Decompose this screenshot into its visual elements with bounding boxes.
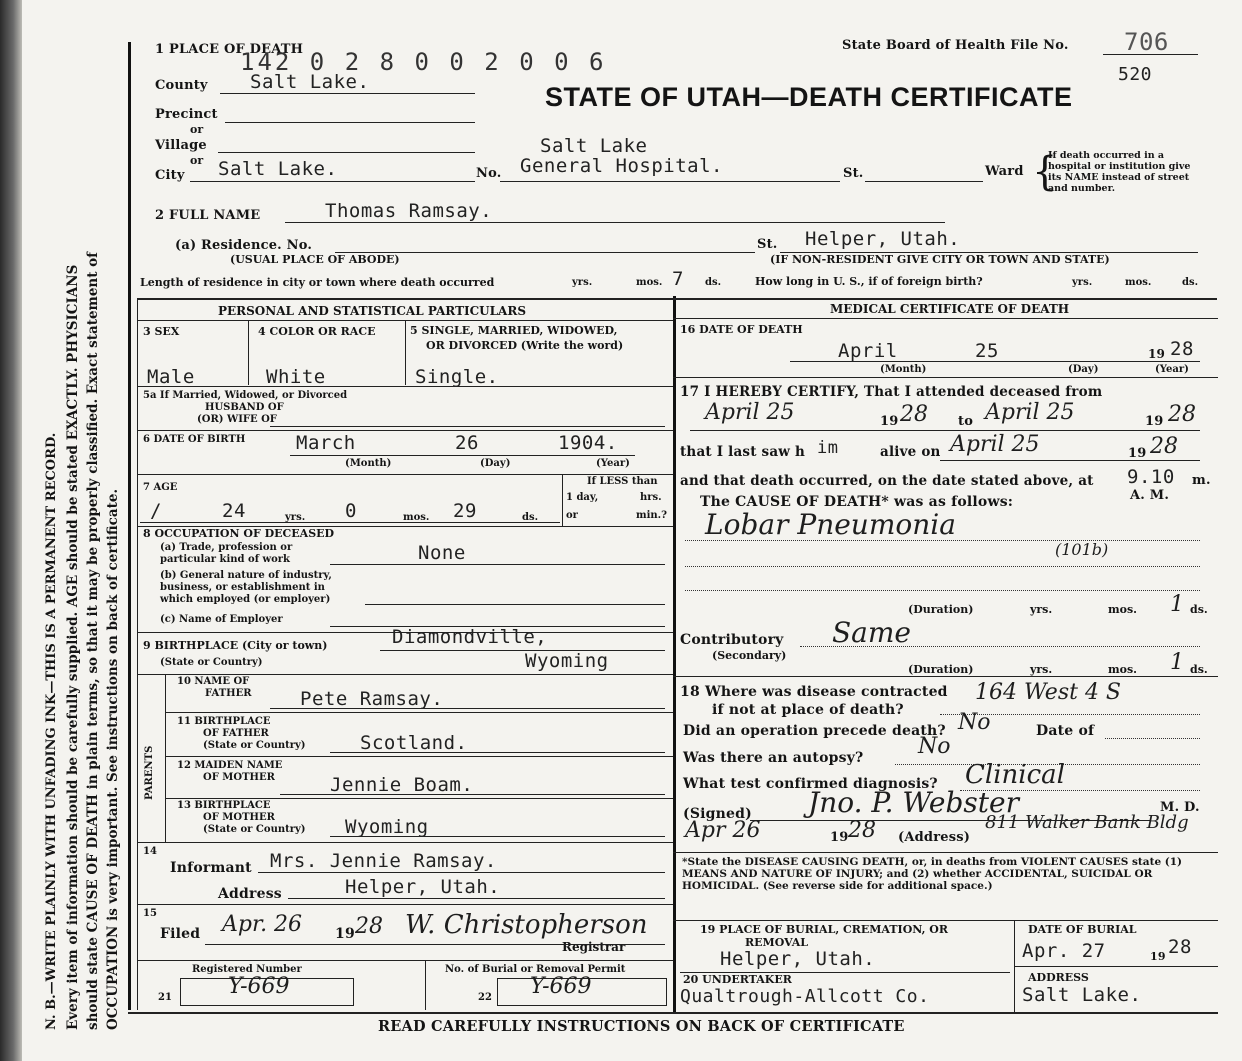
death-time: 9.10 [1127, 466, 1175, 488]
duration-1-value: 1 [1170, 592, 1184, 617]
contrib-line [800, 646, 1200, 647]
filed-year-prefix: 19 [335, 926, 355, 942]
marital-value: Single. [415, 366, 499, 388]
us-yrs: yrs. [1072, 277, 1093, 288]
section-15: 15 [143, 908, 157, 919]
address-label: (Address) [898, 830, 971, 845]
reg-divider [425, 960, 426, 1010]
row-rule-1 [137, 386, 673, 387]
burial-year: 28 [1168, 936, 1192, 958]
alive-on-label: alive on [880, 444, 941, 460]
autopsy-value: No [918, 734, 951, 759]
parents-divider [165, 674, 166, 842]
side-instruction-1: N. B.—WRITE PLAINLY WITH UNFADING INK—THIS IS A PERMANENT RECORD. [44, 432, 59, 1030]
spouse-label-2: HUSBAND OF [205, 402, 284, 413]
burial-place-label: 19 PLACE OF BURIAL, CREMATION, OR [700, 923, 949, 936]
village-line [218, 152, 475, 153]
spouse-label-1: 5a If Married, Widowed, or Divorced [143, 390, 348, 401]
less-1day: 1 day, [566, 492, 599, 503]
test-q: What test confirmed diagnosis? [683, 776, 938, 792]
signed-date: Apr 26 [685, 818, 761, 843]
mbirth-label-1: 13 BIRTHPLACE [177, 800, 271, 811]
color-label: 4 COLOR OR RACE [258, 325, 376, 338]
ward-label: Ward [985, 164, 1024, 179]
usual-place: (USUAL PLACE OF ABODE) [230, 253, 400, 266]
burial-date-label: DATE OF BURIAL [1028, 923, 1137, 936]
dob-day: 26 [455, 432, 479, 454]
cause-line-3 [685, 590, 1200, 591]
last-saw-him: im [817, 438, 839, 458]
dod-line [790, 361, 1200, 362]
marital-label-2: OR DIVORCED (Write the word) [426, 339, 624, 352]
dod-month-cap: (Month) [880, 364, 927, 375]
burial-year-prefix: 19 [1150, 950, 1166, 963]
birthplace-label: 9 BIRTHPLACE (City or town) [143, 639, 328, 652]
contracted-value: 164 West 4 S [975, 680, 1122, 705]
duration-label-2: (Duration) [908, 663, 974, 676]
to-year-prefix: 19 [1145, 414, 1164, 429]
less-or: or [566, 510, 578, 521]
physician-signature: Jno. P. Webster [808, 786, 1019, 819]
mother-line [280, 794, 665, 795]
frame-left [128, 42, 131, 1010]
no-line [500, 181, 840, 182]
dob-year-cap: (Year) [596, 458, 630, 469]
informant-address-label: Address [218, 886, 282, 902]
dur1-yrs: yrs. [1030, 603, 1053, 616]
dod-year: 28 [1170, 338, 1194, 360]
father-label-2: FATHER [205, 688, 252, 699]
q18-label-1: 18 Where was disease contracted [680, 684, 948, 700]
duration-2-value: 1 [1170, 650, 1184, 675]
personal-heading: PERSONAL AND STATISTICAL PARTICULARS [218, 304, 527, 318]
occ-a2: particular kind of work [160, 554, 290, 565]
less-than: If LESS than [587, 476, 658, 487]
autopsy-q: Was there an autopsy? [683, 750, 864, 766]
dur2-yrs: yrs. [1030, 663, 1053, 676]
occ-b-line [365, 604, 665, 605]
color-divider [405, 320, 406, 385]
cause-note: *State the DISEASE CAUSING DEATH, or, in deaths from VIOLENT CAUSES state (1) MEANS AND NATURE OF INJURY; and (2) whether ACCIDENTAL, SUICIDAL OR HOMICIDAL. (See reverse side for additional space.) [682, 856, 1183, 892]
filed-label: Filed [160, 926, 201, 942]
am-label: A. M. [1130, 488, 1170, 503]
attended-from: April 25 [705, 400, 795, 425]
us-ds: ds. [1182, 277, 1199, 288]
cause-line-1 [685, 540, 1200, 541]
medical-rule-2 [673, 377, 1218, 378]
dob-label: 6 DATE OF BIRTH [143, 434, 246, 445]
physician-address: 811 Walker Bank Bldg [985, 812, 1189, 833]
age-divider [562, 474, 563, 526]
no-label: No. [476, 166, 502, 181]
side-instruction-3: should state CAUSE OF DEATH in plain terms, so that it may be properly classified. Exact statement of [85, 252, 101, 1030]
dob-day-cap: (Day) [480, 458, 511, 469]
mother-label-2: OF MOTHER [203, 772, 275, 783]
cert-number: 142 0 2 8 0 0 2 0 0 6 [240, 48, 607, 76]
mbirth-label-2: OF MOTHER [203, 812, 275, 823]
operation-value: No [958, 710, 991, 735]
medical-heading: MEDICAL CERTIFICATE OF DEATH [830, 302, 1070, 316]
row-rule-9 [165, 798, 673, 799]
age-label: 7 AGE [143, 482, 178, 493]
informant-label: Informant [170, 860, 252, 876]
certify-text: 17 I HEREBY CERTIFY, That I attended deceased from [680, 384, 1103, 400]
employer-label: (c) Name of Employer [160, 614, 283, 625]
page-title: STATE OF UTAH—DEATH CERTIFICATE [545, 82, 1073, 112]
secondary-label: (Secondary) [712, 649, 787, 662]
frame-middle [673, 296, 676, 1012]
less-min: min.? [636, 510, 667, 521]
name-line [285, 222, 945, 223]
age-yrs: yrs. [285, 512, 306, 523]
city-line [190, 181, 475, 182]
age-line [140, 522, 560, 523]
dod-year-cap: (Year) [1155, 364, 1189, 375]
less-hrs: hrs. [640, 492, 662, 503]
undertaker-label: 20 UNDERTAKER [683, 973, 792, 986]
row-rule-8 [165, 756, 673, 757]
precinct-line [225, 122, 475, 123]
state-file-label: State Board of Health File No. [842, 38, 1069, 53]
us-mos: mos. [1125, 277, 1152, 288]
dod-month: April [838, 340, 898, 362]
row-rule-6 [137, 674, 673, 675]
death-time-m: m. [1192, 473, 1211, 488]
informant-name: Mrs. Jennie Ramsay. [270, 850, 497, 872]
alive-year-prefix: 19 [1128, 446, 1147, 461]
registrar-signature: W. Christopherson [405, 910, 648, 940]
contributory-value: Same [832, 616, 911, 649]
ward-note: If death occurred in a hospital or institution give its NAME instead of street and number. [1048, 150, 1191, 194]
birth-line [380, 650, 665, 651]
fbirth-line [330, 752, 665, 753]
father-label-1: 10 NAME OF [177, 676, 250, 687]
medical-rule-3 [673, 676, 1218, 677]
footer-instructions: READ CAREFULLY INSTRUCTIONS ON BACK OF CERTIFICATE [378, 1018, 905, 1035]
cause-line-2 [685, 566, 1200, 567]
to-label: to [958, 414, 974, 429]
medical-rule-5 [673, 920, 1218, 921]
residence-value: Helper, Utah. [805, 228, 961, 250]
father-name: Pete Ramsay. [300, 688, 444, 710]
dob-line [290, 455, 635, 456]
dob-month-cap: (Month) [345, 458, 392, 469]
signed-year-prefix: 19 [830, 830, 849, 845]
mother-name: Jennie Boam. [330, 774, 474, 796]
dod-label: 16 DATE OF DEATH [680, 323, 803, 336]
st-line [865, 181, 983, 182]
dur1-ds: ds. [1190, 603, 1208, 616]
attended-line [690, 430, 1200, 431]
father-line [270, 708, 665, 709]
address2-value: Salt Lake. [1022, 984, 1142, 1006]
burial-place: Helper, Utah. [720, 948, 876, 970]
informant-line [258, 872, 665, 873]
from-year-prefix: 19 [880, 414, 899, 429]
birth-state: Wyoming [525, 650, 609, 672]
village-label: Village [155, 138, 207, 153]
st-label: St. [843, 166, 864, 181]
section-22: 22 [478, 992, 492, 1003]
nonresident-note: (IF NON-RESIDENT GIVE CITY OR TOWN AND STATE) [770, 253, 1110, 266]
burial-no-label: No. of Burial or Removal Permit [445, 964, 626, 975]
side-instruction-4: OCCUPATION is very important. See instructions on back of certificate. [105, 488, 121, 1030]
fbirth-label-1: 11 BIRTHPLACE [177, 716, 271, 727]
age-mos: mos. [403, 512, 430, 523]
medical-rule-4 [673, 852, 1218, 853]
cause-label: The CAUSE OF DEATH* was as follows: [700, 494, 1014, 510]
occ-b1: (b) General nature of industry, [160, 570, 332, 581]
filed-line [205, 944, 665, 945]
length-mos: mos. [636, 277, 663, 288]
city-label: City [155, 168, 185, 183]
occ-line [330, 564, 665, 565]
county-line [220, 93, 475, 94]
q18-label-2: if not at place of death? [712, 702, 904, 718]
or-2: or [190, 154, 204, 167]
reg-num-value: Y-669 [228, 974, 290, 999]
last-saw-label: that I last saw h [680, 444, 806, 460]
father-birthplace: Scotland. [360, 732, 468, 754]
dod-year-prefix: 19 [1148, 347, 1166, 361]
side-instruction-2: Every item of information should be carefully supplied. AGE should be stated EXACTLY. PHYSICIANS [65, 264, 81, 1030]
city-value: Salt Lake. [218, 158, 338, 180]
fbirth-label-3: (State or Country) [203, 740, 306, 751]
date-of-label: Date of [1036, 723, 1095, 739]
mother-birthplace: Wyoming [345, 816, 429, 838]
parents-label: PARENTS [144, 745, 155, 800]
full-name-value: Thomas Ramsay. [325, 200, 493, 222]
undertaker-value: Qualtrough-Allcott Co. [680, 986, 930, 1007]
length-mos-value: 7 [672, 268, 684, 290]
dur1-mos: mos. [1108, 603, 1137, 616]
hospital-line-2: General Hospital. [520, 155, 723, 177]
dob-month: March [296, 432, 356, 454]
informant-address: Helper, Utah. [345, 876, 501, 898]
filed-date: Apr. 26 [222, 912, 303, 937]
burial-date: Apr. 27 [1022, 940, 1106, 962]
row-rule-11 [137, 904, 673, 905]
color-value: White [266, 366, 326, 388]
occurred-label: and that death occurred, on the date stated above, at [680, 473, 1094, 489]
occ-b2: business, or establishment in [160, 582, 325, 593]
reg-num-label: Registered Number [192, 964, 302, 975]
burial-no-value: Y-669 [530, 974, 592, 999]
signed-year: 28 [848, 818, 876, 843]
operation-q: Did an operation precede death? [683, 723, 946, 739]
scan-edge [0, 0, 22, 1061]
age-years: 24 [222, 500, 246, 522]
fbirth-label-2: OF FATHER [203, 728, 269, 739]
duration-label-1: (Duration) [908, 603, 974, 616]
contributory-label: Contributory [680, 632, 784, 648]
or-1: or [190, 123, 204, 136]
from-year: 28 [900, 402, 928, 427]
section-1-label: 1 PLACE OF DEATH [155, 42, 304, 57]
row-rule-7 [165, 712, 673, 713]
dur2-mos: mos. [1108, 663, 1137, 676]
age-ds: ds. [522, 512, 539, 523]
occ-a1: (a) Trade, profession or [160, 542, 293, 553]
local-no: 520 [1118, 64, 1153, 85]
spouse-line [270, 426, 665, 427]
occupation-label: 8 OCCUPATION OF DECEASED [143, 527, 335, 540]
section-14: 14 [143, 846, 157, 857]
section-21: 21 [158, 992, 172, 1003]
filed-year: 28 [355, 914, 383, 939]
row-rule-3 [137, 474, 673, 475]
residence-label: (a) Residence. No. [175, 238, 313, 253]
age-months: 0 [345, 500, 357, 522]
address-line [288, 898, 665, 899]
sex-label: 3 SEX [143, 325, 180, 338]
row-rule-2 [137, 430, 673, 431]
burial-place-label-2: REMOVAL [745, 936, 809, 949]
attended-to: April 25 [985, 400, 1075, 425]
medical-rule [673, 318, 1218, 319]
how-long-label: How long in U. S., if of foreign birth? [755, 275, 983, 288]
date-of-line [1105, 738, 1200, 739]
full-name-label: 2 FULL NAME [155, 208, 261, 223]
mbirth-label-3: (State or Country) [203, 824, 306, 835]
birth-city: Diamondville, [392, 626, 548, 648]
md-label: M. D. [1160, 800, 1200, 815]
length-ds: ds. [705, 277, 722, 288]
frame-rule-top [137, 298, 1217, 300]
mother-label-1: 12 MAIDEN NAME [177, 760, 283, 771]
age-days: 29 [453, 500, 477, 522]
length-label: Length of residence in city or town where death occurred [140, 276, 495, 289]
dob-year: 1904. [558, 432, 618, 454]
length-yrs: yrs. [572, 277, 593, 288]
frame-bottom [128, 1012, 1218, 1014]
birth-state-cap: (State or Country) [160, 657, 263, 668]
row-rule-12 [137, 960, 673, 961]
address2-label: ADDRESS [1028, 971, 1089, 984]
alive-year: 28 [1150, 434, 1178, 459]
spouse-label-3: (OR) WIFE OF [197, 414, 277, 425]
registrar-label: Registrar [562, 940, 626, 954]
brace: { [1032, 149, 1058, 195]
cause-value: Lobar Pneumonia [705, 508, 956, 541]
sex-value: Male [147, 366, 195, 388]
precinct-label: Precinct [155, 107, 218, 122]
county-value: Salt Lake. [250, 71, 370, 93]
cause-code: (101b) [1055, 540, 1109, 559]
dod-day-cap: (Day) [1068, 364, 1099, 375]
test-value: Clinical [965, 760, 1065, 790]
state-file-no: 706 [1124, 28, 1169, 56]
mbirth-line [330, 836, 665, 837]
residence-st-label: St. [757, 237, 778, 252]
hospital-line-1: Salt Lake [540, 135, 648, 157]
occ-b3: which employed (or employer) [160, 594, 331, 605]
dur2-ds: ds. [1190, 663, 1208, 676]
alive-date: April 25 [950, 432, 1040, 457]
signed-label: (Signed) [683, 806, 752, 822]
row-rule-10 [137, 842, 673, 843]
dod-day: 25 [975, 340, 999, 362]
marital-label-1: 5 SINGLE, MARRIED, WIDOWED, [410, 324, 618, 337]
burial-date-line [1014, 966, 1218, 967]
occupation-value: None [418, 542, 466, 564]
county-label: County [155, 78, 208, 93]
sex-divider [248, 320, 249, 385]
alive-line [940, 460, 1200, 461]
to-year: 28 [1168, 402, 1196, 427]
